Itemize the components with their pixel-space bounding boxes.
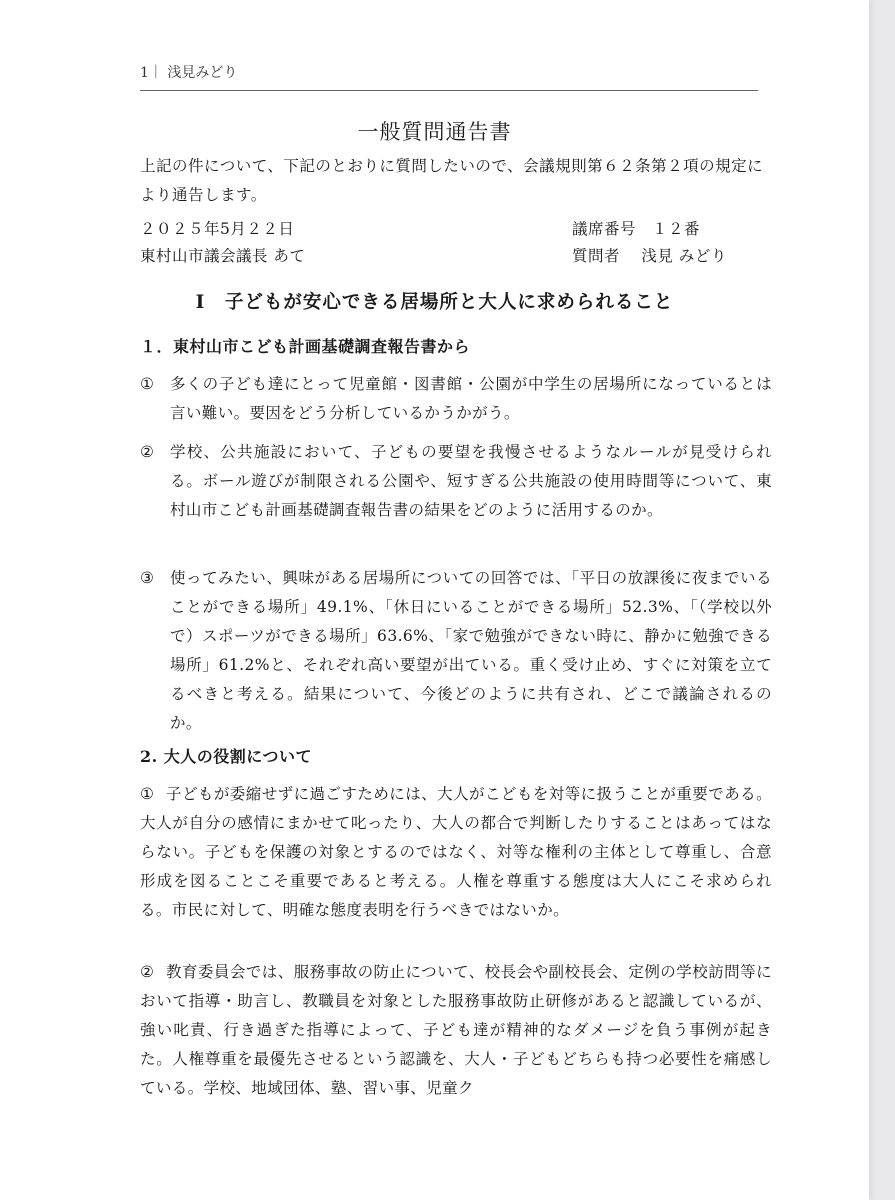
seat-number: 議席番号 １２番 <box>572 220 701 238</box>
item-number: ② <box>140 963 155 981</box>
list-item <box>140 370 772 428</box>
section-title: Ⅰ 子どもが安心できる居場所と大人に求められること <box>195 292 674 313</box>
item-number: ③ <box>140 569 155 587</box>
item-number: ② <box>140 443 155 461</box>
submission-date: ２０２５年5月２２日 <box>140 220 295 238</box>
item-text: 教育委員会では、服務事故の防止について、校長会や副校長会、定例の学校訪問等において指導・助言し、教職員を対象とした服務事故防止研修があると認識しているが、強い叱責、行き過ぎた指導によって、子ども達が精神的なダメージを負う事例が起きた。人権尊重を最優先させるという認識を、大人・子どもどちらも持つ必要性を痛感している。学校、地域団体、塾、習い事、児童ク <box>140 963 772 1097</box>
item-number: ① <box>140 785 155 803</box>
page-header: 1｜ 浅見みどり <box>140 65 238 81</box>
item-text: 子どもが委縮せずに過ごすためには、大人がこどもを対等に扱うことが重要である。大人が自分の感情にまかせて叱ったり、大人の都合で判断したりすることはあってはならない。子どもを保護の対象とするのではなく、対等な権利の主体として尊重し、合意形成を図ることこそ重要であると考える。人権を尊重する態度は大人にこそ求められる。市民に対して、明確な態度表明を行うべきではないか。 <box>140 785 772 919</box>
item-number: ① <box>140 375 155 393</box>
header-divider <box>140 90 758 91</box>
subsection-heading-2: 2. 大人の役割について <box>140 747 312 766</box>
item-text: 多くの子ども達にとって児童館・図書館・公園が中学生の居場所になっているとは言い難い。要因をどう分析しているかうかがう。 <box>170 375 772 422</box>
addressee: 東村山市議会議長 あて <box>140 247 306 265</box>
list-item <box>140 438 772 525</box>
questioner-name: 質問者 浅見 みどり <box>572 247 727 265</box>
list-item <box>140 780 772 925</box>
meta-left <box>140 216 305 270</box>
document-title: 一般質問通告書 <box>357 120 512 144</box>
list-item <box>140 564 772 738</box>
intro-paragraph: 上記の件について、下記のとおりに質問したいので、会議規則第６２条第２項の規定により通告します。 <box>140 157 764 204</box>
subsection-heading-1: １．東村山市こども計画基礎調査報告書から <box>140 337 471 356</box>
item-text: 学校、公共施設において、子どもの要望を我慢させるようなルールが見受けられる。ボール遊びが制限される公園や、短すぎる公共施設の使用時間等について、東村山市こども計画基礎調査報告書の結果をどのように活用するのか。 <box>170 443 772 519</box>
item-text: 使ってみたい、興味がある居場所についての回答では、「平日の放課後に夜までいることができる場所」49.1%、「休日にいることができる場所」52.3%、「（学校以外で）スポーツができる場所」63.6%、「家で勉強ができない時に、静かに勉強できる場所」61.2%と、それぞれ高い要望が出ている。重く受け止め、すぐに対策を立てるべきと考える。結果について、今後どのように共有され、どこで議論されるのか。 <box>170 569 772 732</box>
meta-right <box>572 216 727 270</box>
list-item <box>140 958 772 1103</box>
